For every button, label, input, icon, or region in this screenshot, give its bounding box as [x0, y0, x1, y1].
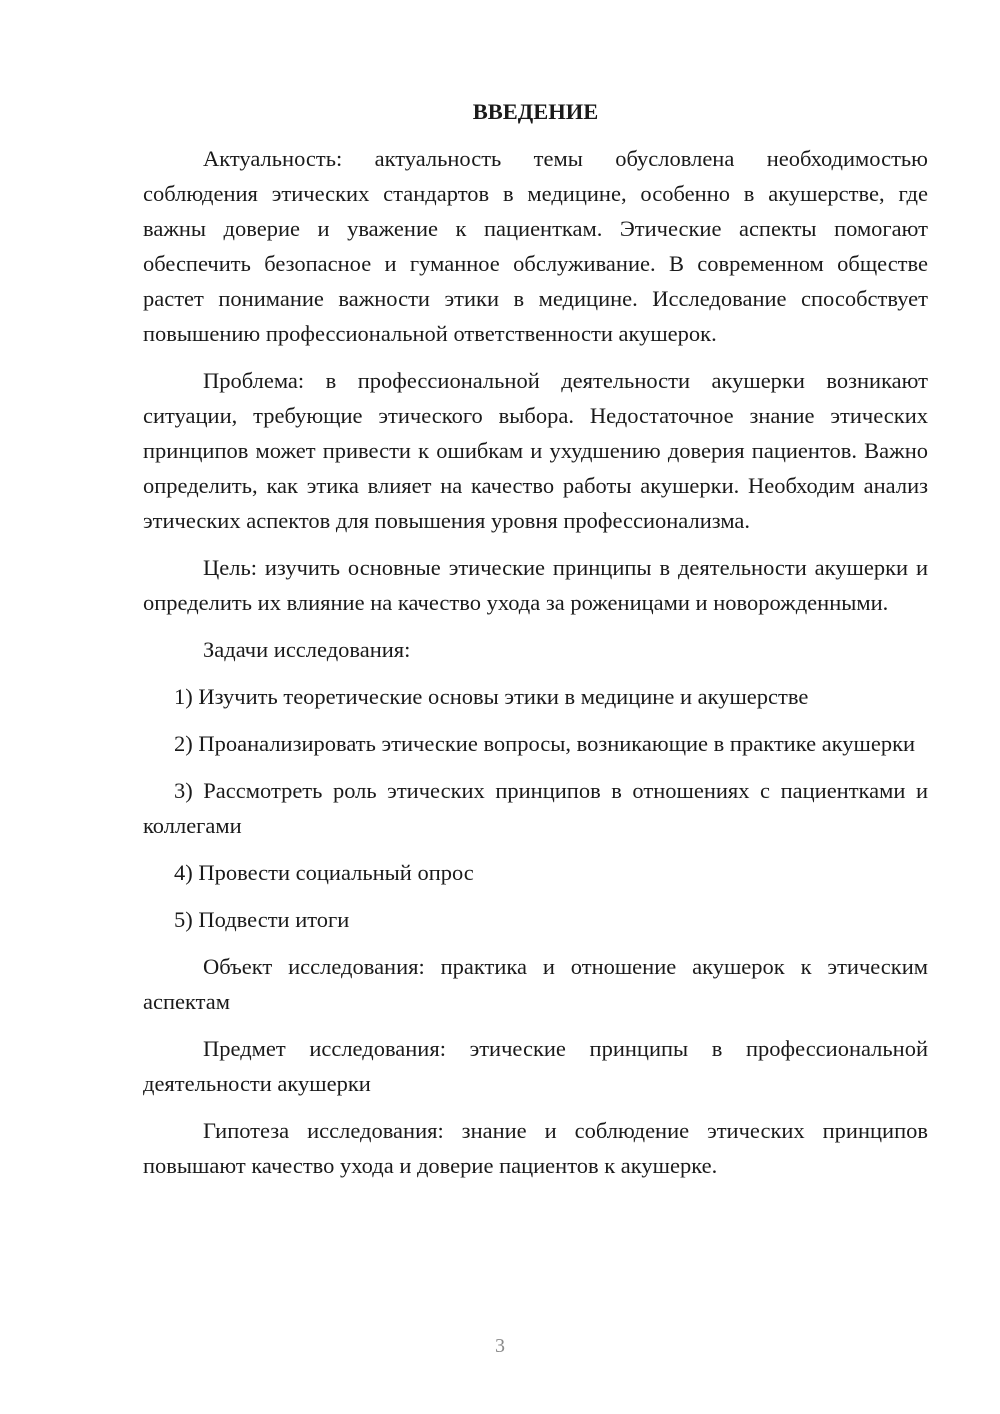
task-item-5: 5) Подвести итоги	[174, 907, 350, 932]
paragraph-problem: Проблема: в профессиональной деятельности акушерки возникают ситуации, требующие этического выбора. Недостаточное знание этических принципов может привести к ошибкам и ухудшению доверия пациентов. Важно определить, как этика влияет на качество работы акушерки. Необходим анализ этических аспектов для повышения уровня профессионализма.	[143, 368, 928, 533]
task-item-1: 1) Изучить теоретические основы этики в медицине и акушерстве	[174, 684, 809, 709]
section-title: ВВЕДЕНИЕ	[472, 99, 599, 124]
page-content	[143, 94, 928, 1195]
paragraph-hypothesis: Гипотеза исследования: знание и соблюдение этических принципов повышают качество ухода и доверие пациентов к акушерке.	[143, 1118, 928, 1178]
task-item-2: 2) Проанализировать этические вопросы, возникающие в практике акушерки	[174, 731, 916, 756]
paragraph-object: Объект исследования: практика и отношение акушерок к этическим аспектам	[143, 954, 928, 1014]
paragraph-relevance: Актуальность: актуальность темы обусловлена необходимостью соблюдения этических стандартов в медицине, особенно в акушерстве, где важны доверие и уважение к пациенткам. Этические аспекты помогают обеспечить безопасное и гуманное обслуживание. В современном обществе растет понимание важности этики в медицине. Исследование способствует повышению профессиональной ответственности акушерок.	[143, 146, 928, 346]
paragraph-subject: Предмет исследования: этические принципы в профессиональной деятельности акушерки	[143, 1036, 928, 1096]
task-item-3: 3) Рассмотреть роль этических принципов в отношениях с пациентками и коллегами	[143, 778, 928, 838]
page-number: 3	[495, 1335, 505, 1357]
task-item-4: 4) Провести социальный опрос	[174, 860, 474, 885]
tasks-heading: Задачи исследования:	[203, 637, 411, 662]
paragraph-goal: Цель: изучить основные этические принципы в деятельности акушерки и определить их влияние на качество ухода за роженицами и новорожденными.	[143, 555, 928, 615]
